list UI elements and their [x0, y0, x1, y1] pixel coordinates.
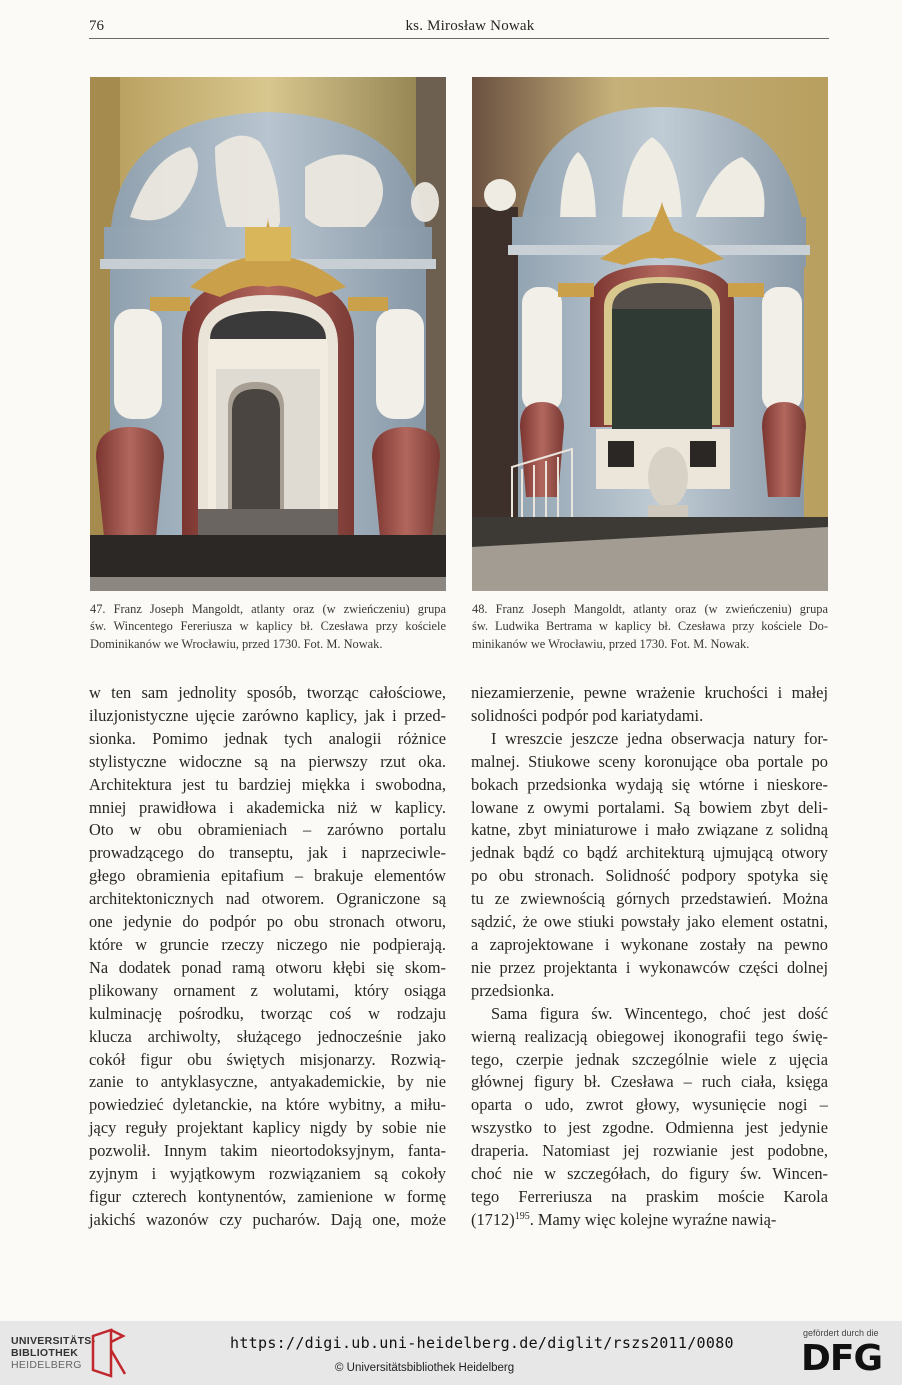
footnote-ref-195[interactable]: 195 — [514, 1210, 530, 1222]
text-line: kulminację pośrodku, tworząc coś w rodzaju — [89, 1003, 446, 1023]
text-line: mniej prawidłowa i akademicka niż w kaplicy. — [89, 797, 446, 817]
text-line: bokach przedsionka wydają się wtórne i nieskore- — [471, 774, 828, 794]
text-line: a zaprojektowane i wykonane zostały na pewno — [471, 934, 828, 954]
text-line: klucza archiwolty, służącego jednocześnie jako — [89, 1026, 446, 1046]
text-line: nie przez projektanta i wykonawców części dolnej — [471, 957, 828, 977]
dfg-logo[interactable]: DFG — [801, 1338, 883, 1379]
text-line: w ten sam jednolity sposób, tworząc całościowe, — [89, 683, 446, 702]
funding-note: gefördert durch die — [803, 1328, 879, 1338]
text-line: jakichś wazonów czy pucharów. Dają one, może — [89, 1209, 446, 1229]
text-line — [471, 1209, 828, 1232]
text-line: jący reguły projektant kaplicy nigdy by sobie nie — [89, 1118, 446, 1138]
text-line: choć nie w szczegółach, do figury św. Wincen- — [471, 1164, 828, 1184]
text-line: solidności podpór pod kariatydami. — [471, 705, 704, 725]
body-text-left-column — [89, 682, 446, 1232]
text-line: tego Ferreriusza na praskim moście Karola — [471, 1186, 828, 1206]
text-line: lowane z owymi portalami. Są bowiem zbyt deli- — [471, 797, 828, 817]
caption-line: św. Ludwika Bertrama w kaplicy bł. Czesława przy kościele Do- — [472, 619, 828, 634]
text-line: I wreszcie jeszcze jedna obserwacja natury for- — [491, 728, 828, 748]
text-line: Architektura jest tu bardziej miękka i swobodna, — [89, 774, 446, 794]
text-line: które w gruncie rzeczy niczego nie podpierają. — [89, 934, 446, 954]
caption-line: 47. Franz Joseph Mangoldt, atlanty oraz (w zwieńczeniu) grupa — [90, 602, 446, 616]
text-line: plikowany ornament z wolutami, który osiąga — [89, 980, 446, 1000]
text-fragment: $(1712)^{195}$. Mamy więc kolejne wyraźne nawią- — [471, 1209, 777, 1229]
text-line: niezamierzenie, pewne wrażenie kruchości i małej — [471, 683, 828, 702]
text-line: oparta o udo, zwrot głowy, wysunięcie nogi – — [471, 1095, 828, 1115]
figure-47-photo — [90, 77, 446, 591]
body-text-right-column — [471, 682, 828, 1232]
text-line: głównej figury bł. Czesława – ruch ciała, księga — [471, 1072, 828, 1092]
digitization-footer — [0, 1321, 902, 1385]
permalink-url[interactable]: https://digi.ub.uni-heidelberg.de/diglit/rszs2011/0080 — [230, 1334, 734, 1352]
figure-48-photo — [472, 77, 828, 591]
text-line: wszystko to jest zgodne. Odmienna jest jedynie — [471, 1118, 828, 1138]
header-rule — [89, 38, 829, 39]
text-line: Na dodatek ponad ramą otworu kłębi się skom- — [89, 957, 446, 977]
text-line: sionka. Pomimo jednak tych analogii różnice — [89, 728, 446, 748]
caption-line: 48. Franz Joseph Mangoldt, atlanty oraz (w zwieńczeniu) grupa — [472, 602, 828, 616]
text-line: Oto w obu obramieniach – zarówno portalu — [89, 820, 446, 840]
text-line: draperia. Natomiast jej rozwianie jest podobne, — [471, 1141, 828, 1161]
page-number: 76 — [89, 18, 104, 34]
text-line: przedsionka. — [471, 980, 555, 1000]
text-line: figur czterech kontynentów, zamienione w formę — [89, 1186, 446, 1206]
text-line: jednak bądź co bądź architekturą ujmującą otwory — [471, 843, 828, 863]
text-line: sądzić, że owe stiuki powstały jako element ostatni, — [471, 912, 828, 932]
text-line: zanie to antyklasyczne, antyakademickie, by nie — [89, 1072, 446, 1092]
caption-line: św. Wincentego Fereriusza w kaplicy bł. Czesława przy kościele — [90, 619, 446, 634]
figure-48-caption — [472, 601, 828, 653]
text-line: wierną realizacją obiegowej ikonografii tego świę- — [471, 1026, 828, 1046]
library-logo-icon[interactable] — [89, 1328, 127, 1378]
caption-line: minikanów we Wrocławiu, przed 1730. Fot. M. Nowak. — [472, 636, 750, 651]
figure-48-illustration — [472, 77, 828, 591]
text-line: one jedynie do podpór po obu stronach otworu, — [89, 912, 446, 932]
text-line: głego obramienia epitafium – brakuje elementów — [89, 866, 446, 886]
text-line: katne, zbyt miniaturowe i mało związane z solidną — [471, 820, 828, 840]
text-line: pozwolił. Innym takim nieortodoksyjnym, fanta- — [89, 1141, 446, 1161]
figure-47-illustration — [90, 77, 446, 591]
text-line: prowadzącego do transeptu, jak i naprzeciwle- — [89, 843, 446, 863]
figure-47-caption — [90, 601, 446, 653]
caption-line: Dominikanów we Wrocławiu, przed 1730. Fot. M. Nowak. — [90, 636, 383, 651]
text-line: Sama figura św. Wincentego, choć jest dość — [491, 1003, 828, 1023]
text-line: tu ze zwiewnością górnych przedstawień. Można — [471, 889, 828, 909]
text-line: iluzjonistyczne ujęcie zarówno kaplicy, jak i przed- — [89, 705, 446, 725]
running-head: ks. Mirosław Nowak — [405, 18, 535, 34]
library-logo-text[interactable]: UNIVERSITÄTS- BIBLIOTHEK HEIDELBERG — [11, 1335, 96, 1371]
text-line: architektonicznych nad otworem. Ograniczone są — [89, 889, 446, 909]
text-line: powiedzieć dyletanckie, na które wybitny, a miłu- — [89, 1095, 446, 1115]
text-line: stylistyczne widoczne są na pierwszy rzut oka. — [89, 751, 446, 771]
text-line: malnej. Stiukowe sceny koronujące oba portale po — [471, 751, 828, 771]
text-line: tego, czerpie jednak szczególnie wiele z ujęcia — [471, 1049, 828, 1069]
text-line: po obu stronach. Solidność podpory spotyka się — [471, 866, 828, 886]
text-line: cokół figur obu świętych misjonarzy. Rozwią- — [89, 1049, 446, 1069]
text-line: zyjnym i wyjątkowym rozwiązaniem są cokoły — [89, 1164, 446, 1184]
copyright-notice: © Universitätsbibliothek Heidelberg — [335, 1362, 515, 1374]
